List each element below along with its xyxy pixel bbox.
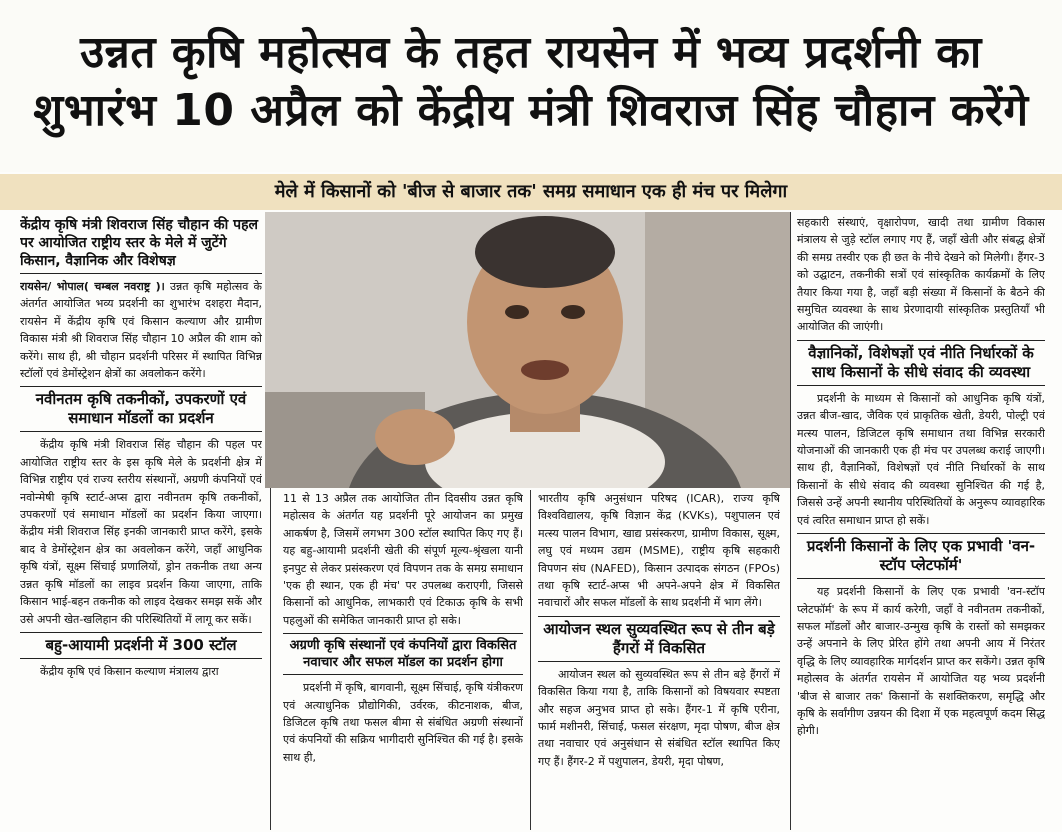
column-4 xyxy=(797,214,1045,830)
paragraph-300-stalls: केंद्रीय कृषि एवं किसान कल्याण मंत्रालय द्वारा xyxy=(40,664,219,678)
column-divider-2 xyxy=(530,490,531,830)
paragraph-exhibition-participants: प्रदर्शनी में कृषि, बागवानी, सूक्ष्म सिंचाई, कृषि यंत्रीकरण एवं अत्याधुनिक प्रौद्योगिकी, उर्वरक, कीटनाशक, बीज, डिजिटल कृषि तथा फसल बीमा से संबंधित अग्रणी संस्थानों एवं कंपनियों की सक्रिय भागीदारी सुनिश्चित की गई है। इसके साथ ही, xyxy=(283,681,523,764)
paragraph-institutions: भारतीय कृषि अनुसंधान परिषद (ICAR), राज्य कृषि विश्वविद्यालय, कृषि विज्ञान केंद्र (KVKs), पशुपालन एवं मत्स्य पालन विभाग, खाद्य प्रसंस्करण, ग्रामीण विकास, सूक्ष्म, लघु एवं मध्यम उद्यम (MSME), राष्ट्रीय कृषि सहकारी विपणन संघ (NAFED), किसान उत्पादक संगठन (FPOs) तथा कृषि स्टार्ट-अप्स भी अपने-अपने क्षेत्र में विकसित नवाचारों और सफल मॉडलों के साथ प्रदर्शनी में भाग लेंगे। xyxy=(538,492,780,610)
column-divider-3 xyxy=(790,212,791,830)
headline xyxy=(0,0,1062,172)
speaker-photo xyxy=(265,212,790,488)
dateline: रायसेन/ भोपाल( चम्बल नवराष्ट्र )। xyxy=(20,280,165,293)
paragraph-one-stop-platform: यह प्रदर्शनी किसानों के लिए एक प्रभावी 'वन-स्टॉप प्लेटफॉर्म' के रूप में कार्य करेगी, जहाँ वे नवीनतम तकनीकों, सफल मॉडलों और बाजार-उन्मुख कृषि के रास्तों को समझकर उन्हें अपनाने के लिए प्रेरित होंगे तथा अपनी आय में निरंतर वृद्धि के लिए व्यावहारिक मार्गदर्शन प्राप्त कर सकेंगे। उन्नत कृषि महोत्सव के अंतर्गत रायसेन में आयोजित यह भव्य प्रदर्शनी 'बीज से बाजार तक' किसानों के सशक्तिकरण, समृद्धि और कृषि के सर्वांगीण उन्नयन की दिशा में एक महत्वपूर्ण कदम सिद्ध होगी। xyxy=(797,585,1045,738)
intro-text: उन्नत कृषि महोत्सव के अंतर्गत आयोजित भव्य प्रदर्शनी का शुभारंभ दशहरा मैदान, रायसेन में केंद्रीय कृषि एवं किसान कल्याण और ग्रामीण विकास मंत्री श्री शिवराज सिंह चौहान 10 अप्रैल की शाम को करेंगे। साथ ही, श्री चौहान प्रदर्शनी परिसर में स्थापित विभिन्न स्टॉलों एवं डेमोंस्ट्रेशन क्षेत्रों का अवलोकन करेंगे। xyxy=(20,280,262,381)
paragraph-three-day-festival: 11 से 13 अप्रैल तक आयोजित तीन दिवसीय उन्नत कृषि महोत्सव के अंतर्गत यह प्रदर्शनी पूरे आयोजन का प्रमुख आकर्षण है, जिसमें लगभग 300 स्टॉल स्थापित किए गए हैं। यह बहु-आयामी प्रदर्शनी खेती की संपूर्ण मूल्य-श्रृंखला यानी इनपुट से लेकर प्रसंस्करण एवं विपणन तक के समग्र समाधान 'एक ही स्थान, एक ही मंच' पर उपलब्ध कराएगी, जिससे किसानों को आधुनिक, लाभकारी एवं टिकाऊ कृषि के सभी पहलुओं की समेकित जानकारी प्राप्त हो सके। xyxy=(283,492,523,627)
section-heading-hangars: आयोजन स्थल सुव्यवस्थित रूप से तीन बड़े हैंगरों में विकसित xyxy=(538,616,780,662)
section-heading-one-stop-platform: प्रदर्शनी किसानों के लिए एक प्रभावी 'वन-स्टॉप प्लेटफॉर्म' xyxy=(797,533,1045,579)
column-3 xyxy=(538,490,780,830)
speaker-photo-illustration xyxy=(265,212,790,488)
subheadline: मेले में किसानों को 'बीज से बाजार तक' समग्र समाधान एक ही मंच पर मिलेगा xyxy=(0,174,1062,210)
section-heading-dialogue: वैज्ञानिकों, विशेषज्ञों एवं नीति निर्धारकों के साथ किसानों के सीधे संवाद की व्यवस्था xyxy=(797,340,1045,386)
intro-paragraph xyxy=(20,278,262,382)
headline-line-2: शुभारंभ 10 अप्रैल को केंद्रीय मंत्री शिवराज सिंह चौहान करेंगे xyxy=(33,85,1029,136)
section-heading-technologies: नवीनतम कृषि तकनीकों, उपकरणों एवं समाधान मॉडलों का प्रदर्शन xyxy=(20,386,262,432)
section-heading-300-stalls: बहु-आयामी प्रदर्शनी में 300 स्टॉल xyxy=(20,632,262,659)
column-2 xyxy=(283,490,523,830)
headline-line-1: उन्नत कृषि महोत्सव के तहत रायसेन में भव्य प्रदर्शनी का xyxy=(80,27,982,78)
paragraph-hangar-details: सहकारी संस्थाएं, वृक्षारोपण, खादी तथा ग्रामीण विकास मंत्रालय से जुड़े स्टॉल लगाए गए हैं, जहाँ खेती और संबद्ध क्षेत्रों की समग्र तस्वीर एक ही छत के नीचे देखने को मिलेगी। हैंगर-3 को उद्घाटन, तकनीकी सत्रों एवं सांस्कृतिक कार्यक्रमों के लिए तैयार किया गया है, जहाँ बड़ी संख्या में किसानों के बैठने की समुचित व्यवस्था के साथ प्रेरणादायी सांस्कृतिक प्रस्तुतियाँ भी आयोजित की जाएंगी। xyxy=(797,216,1045,334)
paragraph-dialogue: प्रदर्शनी के माध्यम से किसानों को आधुनिक कृषि यंत्रों, उन्नत बीज-खाद, जैविक एवं प्राकृतिक खेती, डेयरी, पोल्ट्री एवं मत्स्य पालन, डिजिटल कृषि समाधान तथा विभिन्न सरकारी योजनाओं की जानकारी एक ही मंच पर उपलब्ध कराई जाएगी। साथ ही, वैज्ञानिकों, विशेषज्ञों एवं नीति निर्धारकों के साथ किसानों के सीधे संवाद की व्यवस्था सुनिश्चित की गई है, जिससे उन्हें अपनी स्थानीय परिस्थितियों के अनुरूप व्यावहारिक एवं त्वरित समाधान प्राप्त हो सकें। xyxy=(797,391,1045,527)
paragraph-hangars: आयोजन स्थल को सुव्यवस्थित रूप से तीन बड़े हैंगरों में विकसित किया गया है, ताकि किसानों को विषयवार स्पष्टता और सहज अनुभव प्राप्त हो सके। हैंगर-1 में कृषि एरीना, फार्म मशीनरी, सिंचाई, फसल संरक्षण, मृदा पोषण, बीज क्षेत्र तथा नवाचार एवं अनुसंधान से संबंधित स्टॉल स्थापित किए गए हैं। हैंगर-2 में पशुपालन, डेयरी, मृदा पोषण, xyxy=(538,667,780,768)
section-heading-innovations: अग्रणी कृषि संस्थानों एवं कंपनियों द्वारा विकसित नवाचार और सफल मॉडल का प्रदर्शन होगा xyxy=(283,633,523,675)
paragraph-technologies: केंद्रीय कृषि मंत्री शिवराज सिंह चौहान की पहल पर आयोजित राष्ट्रीय स्तर के इस कृषि मेले के प्रदर्शनी क्षेत्र में विभिन्न राष्ट्रीय एवं राज्य स्तरीय संस्थानों, अग्रणी कंपनियों एवं नवोन्मेषी कृषि स्टार्ट-अप्स द्वारा नवीनतम कृषि तकनीकों, उपकरणों एवं समाधान मॉडलों का प्रदर्शन किया जाएगा। केंद्रीय मंत्री शिवराज सिंह इनकी जानकारी प्राप्त करेंगे, इसके बाद वे डेमोंस्ट्रेशन क्षेत्र का अवलोकन करेंगे, जहाँ आधुनिक कृषि यंत्रों, सूक्ष्म सिंचाई प्रणालियों, ड्रोन तकनीक तथा अन्य उन्नत कृषि मॉडलों का लाइव प्रदर्शन किया जाएगा, ताकि किसान भाई-बहन तकनीक को लाइव देखकर समझ सकें और उसे अपनी खेत-खलिहान की परिस्थितियों में लागू कर सकें। xyxy=(20,438,262,626)
intro-heading: केंद्रीय कृषि मंत्री शिवराज सिंह चौहान की पहल पर आयोजित राष्ट्रीय स्तर के मेले में जुटेंगे किसान, वैज्ञानिक और विशेषज्ञ xyxy=(20,214,262,274)
column-1 xyxy=(20,214,262,830)
